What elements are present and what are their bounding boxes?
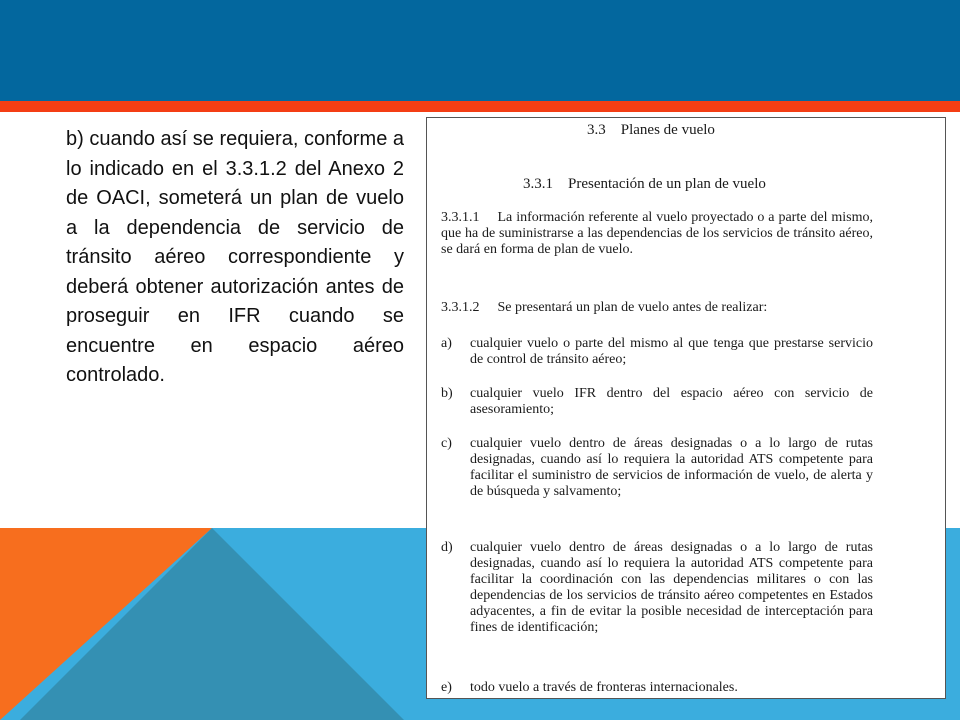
subsection-title: Presentación de un plan de vuelo — [568, 176, 766, 192]
list-item-text: cualquier vuelo dentro de áreas designadas o a lo largo de rutas designadas, cuando así lo requiera la autoridad ATS competente para facilitar el suministro de servicios de información de vuelo, de alerta y de búsqueda y salvamento; — [470, 436, 873, 499]
list-marker: e) — [441, 680, 452, 695]
section-heading — [587, 122, 715, 138]
list-item-text: cualquier vuelo dentro de áreas designadas o a lo largo de rutas designadas, cuando así lo requiera la autoridad ATS competente para facilitar la coordinación con las dependencias militares o con las dependencias de los servicios de tránsito aéreo competentes en Estados adyacentes, a fin de evitar la posible necesidad de interceptación para fines de identificación; — [470, 540, 873, 635]
paragraph-ref: 3.3.1.1 — [441, 210, 480, 225]
paragraph-text: La información referente al vuelo proyectado o a parte del mismo, que ha de suministrarse a las dependencias de los servicios de tránsito aéreo, se dará en forma de plan de vuelo. — [441, 210, 873, 257]
paragraph-3-3-1-1 — [441, 210, 873, 258]
list-marker: a) — [441, 336, 452, 351]
paragraph-3-3-1-2 — [441, 300, 873, 316]
header-bar — [0, 0, 960, 102]
list-marker: d) — [441, 540, 453, 555]
list-item-text: todo vuelo a través de fronteras internacionales. — [470, 680, 738, 695]
section-title: Planes de vuelo — [620, 122, 715, 138]
paragraph-ref: 3.3.1.2 — [441, 300, 480, 315]
list-item-text: cualquier vuelo o parte del mismo al que tenga que prestarse servicio de control de tránsito aéreo; — [470, 336, 873, 367]
accent-stripe — [0, 101, 960, 112]
subsection-number: 3.3.1 — [523, 176, 553, 192]
paragraph-text: Se presentará un plan de vuelo antes de realizar: — [497, 300, 768, 315]
subsection-heading — [523, 176, 766, 192]
list-marker: b) — [441, 386, 453, 401]
list-item-text: cualquier vuelo IFR dentro del espacio aéreo con servicio de asesoramiento; — [470, 386, 873, 417]
slide-body-text: b) cuando así se requiera, conforme a lo indicado en el 3.3.1.2 del Anexo 2 de OACI, someterá un plan de vuelo a la dependencia de servicio de tránsito aéreo correspondiente y deberá obtener autorización antes de proseguir en IFR cuando se encuentre en espacio aéreo controlado. — [66, 128, 404, 386]
document-excerpt — [426, 117, 946, 699]
list-marker: c) — [441, 436, 452, 451]
section-number: 3.3 — [587, 122, 606, 138]
